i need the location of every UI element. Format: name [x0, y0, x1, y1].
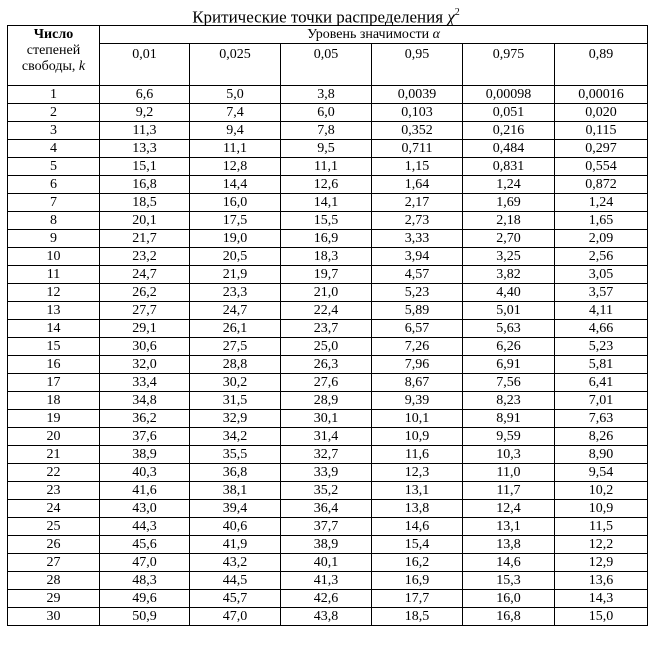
- table-row: [8, 230, 648, 248]
- table-row: [8, 86, 648, 104]
- value-cell: 0,103: [372, 104, 463, 122]
- chi-power: 2: [454, 7, 460, 18]
- value-cell: 6,26: [463, 338, 555, 356]
- value-cell: 10,1: [372, 410, 463, 428]
- value-cell: 6,0: [281, 104, 372, 122]
- k-cell: 19: [8, 410, 100, 428]
- value-cell: 0,484: [463, 140, 555, 158]
- value-cell: 33,4: [100, 374, 190, 392]
- value-cell: 40,3: [100, 464, 190, 482]
- value-cell: 2,70: [463, 230, 555, 248]
- value-cell: 26,3: [281, 356, 372, 374]
- value-cell: 36,8: [190, 464, 281, 482]
- k-symbol: k: [78, 59, 86, 74]
- value-cell: 0,297: [555, 140, 648, 158]
- value-cell: 35,2: [281, 482, 372, 500]
- level-header-cell: 0,975: [463, 44, 555, 86]
- value-cell: 31,4: [281, 428, 372, 446]
- value-cell: 3,94: [372, 248, 463, 266]
- level-header-cell: 0,89: [555, 44, 648, 86]
- alpha-symbol: α: [432, 27, 440, 42]
- k-label-line1: Число: [33, 27, 74, 42]
- value-cell: 10,3: [463, 446, 555, 464]
- table-title-text: Критические точки распределения: [192, 7, 444, 27]
- table-row: [8, 608, 648, 626]
- table-body: [8, 86, 648, 626]
- k-cell: 14: [8, 320, 100, 338]
- table-row: [8, 446, 648, 464]
- value-cell: 16,0: [463, 590, 555, 608]
- value-cell: 7,63: [555, 410, 648, 428]
- value-cell: 17,7: [372, 590, 463, 608]
- value-cell: 14,3: [555, 590, 648, 608]
- table-row: [8, 518, 648, 536]
- k-cell: 13: [8, 302, 100, 320]
- value-cell: 14,6: [372, 518, 463, 536]
- value-cell: 3,33: [372, 230, 463, 248]
- table-row: [8, 104, 648, 122]
- value-cell: 15,5: [281, 212, 372, 230]
- value-cell: 12,6: [281, 176, 372, 194]
- value-cell: 13,6: [555, 572, 648, 590]
- value-cell: 0,554: [555, 158, 648, 176]
- value-cell: 3,57: [555, 284, 648, 302]
- value-cell: 0,051: [463, 104, 555, 122]
- value-cell: 7,4: [190, 104, 281, 122]
- value-cell: 1,15: [372, 158, 463, 176]
- value-cell: 6,57: [372, 320, 463, 338]
- value-cell: 13,1: [372, 482, 463, 500]
- value-cell: 45,7: [190, 590, 281, 608]
- alpha-label: Уровень значимости: [307, 27, 430, 42]
- value-cell: 1,24: [555, 194, 648, 212]
- value-cell: 8,67: [372, 374, 463, 392]
- value-cell: 5,23: [555, 338, 648, 356]
- value-cell: 7,26: [372, 338, 463, 356]
- value-cell: 13,3: [100, 140, 190, 158]
- value-cell: 2,17: [372, 194, 463, 212]
- table-row: [8, 392, 648, 410]
- table-row: [8, 176, 648, 194]
- value-cell: 15,1: [100, 158, 190, 176]
- value-cell: 45,6: [100, 536, 190, 554]
- k-cell: 29: [8, 590, 100, 608]
- value-cell: 50,9: [100, 608, 190, 626]
- value-cell: 27,6: [281, 374, 372, 392]
- value-cell: 27,5: [190, 338, 281, 356]
- k-cell: 5: [8, 158, 100, 176]
- value-cell: 28,9: [281, 392, 372, 410]
- value-cell: 8,90: [555, 446, 648, 464]
- value-cell: 1,69: [463, 194, 555, 212]
- value-cell: 38,9: [281, 536, 372, 554]
- value-cell: 41,3: [281, 572, 372, 590]
- value-cell: 32,7: [281, 446, 372, 464]
- value-cell: 30,6: [100, 338, 190, 356]
- k-cell: 30: [8, 608, 100, 626]
- value-cell: 11,1: [281, 158, 372, 176]
- value-cell: 9,54: [555, 464, 648, 482]
- table-row: [8, 428, 648, 446]
- value-cell: 43,0: [100, 500, 190, 518]
- value-cell: 9,4: [190, 122, 281, 140]
- k-cell: 8: [8, 212, 100, 230]
- value-cell: 44,5: [190, 572, 281, 590]
- k-cell: 1: [8, 86, 100, 104]
- value-cell: 30,1: [281, 410, 372, 428]
- value-cell: 16,0: [190, 194, 281, 212]
- value-cell: 8,23: [463, 392, 555, 410]
- value-cell: 7,8: [281, 122, 372, 140]
- level-header-cell: 0,025: [190, 44, 281, 86]
- value-cell: 30,2: [190, 374, 281, 392]
- value-cell: 0,020: [555, 104, 648, 122]
- value-cell: 4,66: [555, 320, 648, 338]
- value-cell: 25,0: [281, 338, 372, 356]
- value-cell: 3,8: [281, 86, 372, 104]
- table-row: [8, 248, 648, 266]
- value-cell: 5,63: [463, 320, 555, 338]
- value-cell: 8,26: [555, 428, 648, 446]
- table-row: [8, 338, 648, 356]
- value-cell: 20,5: [190, 248, 281, 266]
- value-cell: 26,2: [100, 284, 190, 302]
- value-cell: 5,01: [463, 302, 555, 320]
- k-cell: 23: [8, 482, 100, 500]
- value-cell: 13,8: [463, 536, 555, 554]
- value-cell: 10,9: [372, 428, 463, 446]
- value-cell: 14,6: [463, 554, 555, 572]
- k-cell: 27: [8, 554, 100, 572]
- k-cell: 15: [8, 338, 100, 356]
- k-cell: 28: [8, 572, 100, 590]
- value-cell: 7,56: [463, 374, 555, 392]
- value-cell: 16,8: [463, 608, 555, 626]
- value-cell: 23,3: [190, 284, 281, 302]
- k-cell: 18: [8, 392, 100, 410]
- value-cell: 41,9: [190, 536, 281, 554]
- value-cell: 9,2: [100, 104, 190, 122]
- value-cell: 31,5: [190, 392, 281, 410]
- table-row: [8, 554, 648, 572]
- value-cell: 35,5: [190, 446, 281, 464]
- k-cell: 21: [8, 446, 100, 464]
- value-cell: 12,3: [372, 464, 463, 482]
- value-cell: 12,2: [555, 536, 648, 554]
- level-header-cell: 0,01: [100, 44, 190, 86]
- value-cell: 36,2: [100, 410, 190, 428]
- table-row: [8, 212, 648, 230]
- value-cell: 15,3: [463, 572, 555, 590]
- table-row: [8, 482, 648, 500]
- k-cell: 25: [8, 518, 100, 536]
- k-cell: 22: [8, 464, 100, 482]
- value-cell: 7,96: [372, 356, 463, 374]
- value-cell: 40,1: [281, 554, 372, 572]
- value-cell: 16,8: [100, 176, 190, 194]
- value-cell: 11,1: [190, 140, 281, 158]
- k-cell: 24: [8, 500, 100, 518]
- value-cell: 6,41: [555, 374, 648, 392]
- value-cell: 3,82: [463, 266, 555, 284]
- table-row: [8, 122, 648, 140]
- k-cell: 20: [8, 428, 100, 446]
- value-cell: 13,1: [463, 518, 555, 536]
- value-cell: 0,0039: [372, 86, 463, 104]
- table-row: [8, 374, 648, 392]
- value-cell: 4,57: [372, 266, 463, 284]
- value-cell: 12,8: [190, 158, 281, 176]
- k-cell: 17: [8, 374, 100, 392]
- value-cell: 16,9: [281, 230, 372, 248]
- value-cell: 26,1: [190, 320, 281, 338]
- table-row: [8, 536, 648, 554]
- value-cell: 20,1: [100, 212, 190, 230]
- value-cell: 23,2: [100, 248, 190, 266]
- value-cell: 15,4: [372, 536, 463, 554]
- value-cell: 0,216: [463, 122, 555, 140]
- value-cell: 17,5: [190, 212, 281, 230]
- table-row: [8, 572, 648, 590]
- value-cell: 41,6: [100, 482, 190, 500]
- table-row: [8, 140, 648, 158]
- value-cell: 11,5: [555, 518, 648, 536]
- value-cell: 2,56: [555, 248, 648, 266]
- table-row: [8, 320, 648, 338]
- degrees-of-freedom-header: [8, 26, 100, 86]
- value-cell: 1,64: [372, 176, 463, 194]
- table-row: [8, 410, 648, 428]
- value-cell: 33,9: [281, 464, 372, 482]
- value-cell: 4,11: [555, 302, 648, 320]
- value-cell: 6,6: [100, 86, 190, 104]
- value-cell: 48,3: [100, 572, 190, 590]
- k-cell: 16: [8, 356, 100, 374]
- value-cell: 27,7: [100, 302, 190, 320]
- value-cell: 38,1: [190, 482, 281, 500]
- k-cell: 3: [8, 122, 100, 140]
- value-cell: 19,0: [190, 230, 281, 248]
- value-cell: 8,91: [463, 410, 555, 428]
- value-cell: 29,1: [100, 320, 190, 338]
- value-cell: 13,8: [372, 500, 463, 518]
- value-cell: 3,05: [555, 266, 648, 284]
- value-cell: 43,2: [190, 554, 281, 572]
- value-cell: 37,6: [100, 428, 190, 446]
- value-cell: 11,3: [100, 122, 190, 140]
- k-label-line2: степеней: [26, 43, 81, 58]
- value-cell: 9,59: [463, 428, 555, 446]
- value-cell: 34,2: [190, 428, 281, 446]
- value-cell: 18,3: [281, 248, 372, 266]
- k-cell: 11: [8, 266, 100, 284]
- k-cell: 4: [8, 140, 100, 158]
- table-row: [8, 284, 648, 302]
- k-cell: 12: [8, 284, 100, 302]
- value-cell: 11,0: [463, 464, 555, 482]
- k-cell: 9: [8, 230, 100, 248]
- value-cell: 42,6: [281, 590, 372, 608]
- value-cell: 6,91: [463, 356, 555, 374]
- value-cell: 49,6: [100, 590, 190, 608]
- value-cell: 5,23: [372, 284, 463, 302]
- value-cell: 21,9: [190, 266, 281, 284]
- table-header: [8, 26, 648, 86]
- value-cell: 18,5: [372, 608, 463, 626]
- value-cell: 43,8: [281, 608, 372, 626]
- k-label-line3: свободы,: [21, 59, 76, 74]
- table-row: [8, 266, 648, 284]
- k-cell: 26: [8, 536, 100, 554]
- value-cell: 1,65: [555, 212, 648, 230]
- value-cell: 14,1: [281, 194, 372, 212]
- value-cell: 5,81: [555, 356, 648, 374]
- critical-points-table: [7, 25, 648, 626]
- value-cell: 23,7: [281, 320, 372, 338]
- value-cell: 47,0: [100, 554, 190, 572]
- table-row: [8, 500, 648, 518]
- value-cell: 2,09: [555, 230, 648, 248]
- level-header-cell: 0,05: [281, 44, 372, 86]
- value-cell: 32,9: [190, 410, 281, 428]
- value-cell: 0,115: [555, 122, 648, 140]
- k-cell: 7: [8, 194, 100, 212]
- value-cell: 0,00016: [555, 86, 648, 104]
- table-row: [8, 356, 648, 374]
- value-cell: 0,711: [372, 140, 463, 158]
- value-cell: 47,0: [190, 608, 281, 626]
- table-row: [8, 590, 648, 608]
- value-cell: 2,18: [463, 212, 555, 230]
- value-cell: 44,3: [100, 518, 190, 536]
- value-cell: 4,40: [463, 284, 555, 302]
- value-cell: 21,0: [281, 284, 372, 302]
- value-cell: 9,39: [372, 392, 463, 410]
- value-cell: 34,8: [100, 392, 190, 410]
- k-cell: 2: [8, 104, 100, 122]
- value-cell: 7,01: [555, 392, 648, 410]
- value-cell: 28,8: [190, 356, 281, 374]
- value-cell: 40,6: [190, 518, 281, 536]
- value-cell: 37,7: [281, 518, 372, 536]
- value-cell: 0,00098: [463, 86, 555, 104]
- value-cell: 12,9: [555, 554, 648, 572]
- value-cell: 10,2: [555, 482, 648, 500]
- value-cell: 39,4: [190, 500, 281, 518]
- table-row: [8, 302, 648, 320]
- table-row: [8, 464, 648, 482]
- table-row: [8, 158, 648, 176]
- chi-symbol: χ: [447, 7, 455, 27]
- value-cell: 38,9: [100, 446, 190, 464]
- value-cell: 0,352: [372, 122, 463, 140]
- value-cell: 11,7: [463, 482, 555, 500]
- table-row: [8, 194, 648, 212]
- value-cell: 36,4: [281, 500, 372, 518]
- value-cell: 24,7: [190, 302, 281, 320]
- levels-row: [8, 44, 648, 86]
- significance-level-header: [100, 26, 648, 44]
- k-cell: 10: [8, 248, 100, 266]
- value-cell: 3,25: [463, 248, 555, 266]
- value-cell: 18,5: [100, 194, 190, 212]
- value-cell: 5,0: [190, 86, 281, 104]
- value-cell: 11,6: [372, 446, 463, 464]
- value-cell: 22,4: [281, 302, 372, 320]
- level-header-cell: 0,95: [372, 44, 463, 86]
- value-cell: 12,4: [463, 500, 555, 518]
- value-cell: 32,0: [100, 356, 190, 374]
- k-cell: 6: [8, 176, 100, 194]
- value-cell: 1,24: [463, 176, 555, 194]
- value-cell: 21,7: [100, 230, 190, 248]
- value-cell: 10,9: [555, 500, 648, 518]
- value-cell: 14,4: [190, 176, 281, 194]
- value-cell: 24,7: [100, 266, 190, 284]
- value-cell: 15,0: [555, 608, 648, 626]
- value-cell: 16,9: [372, 572, 463, 590]
- value-cell: 0,831: [463, 158, 555, 176]
- value-cell: 5,89: [372, 302, 463, 320]
- value-cell: 9,5: [281, 140, 372, 158]
- value-cell: 2,73: [372, 212, 463, 230]
- value-cell: 19,7: [281, 266, 372, 284]
- value-cell: 0,872: [555, 176, 648, 194]
- value-cell: 16,2: [372, 554, 463, 572]
